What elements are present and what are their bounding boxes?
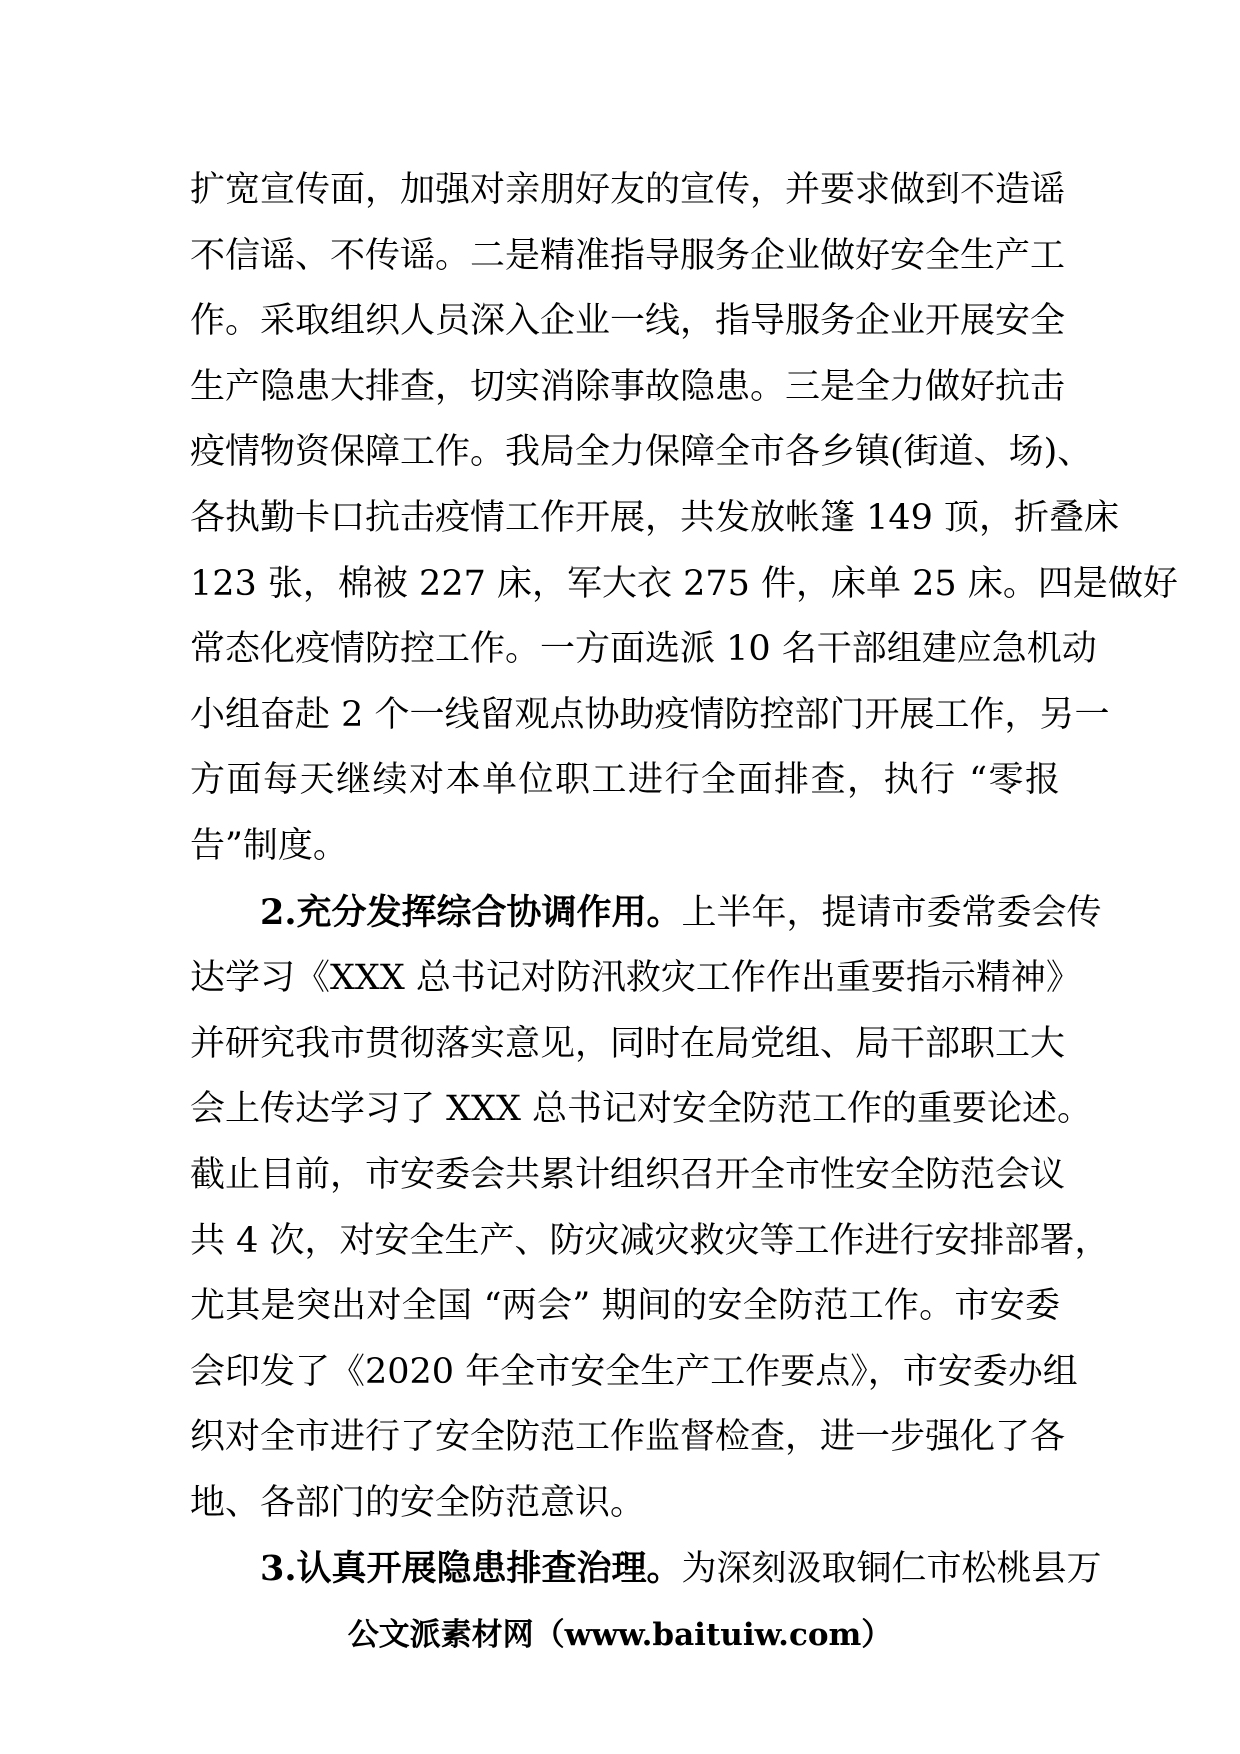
text-line: 小组奋赴 2 个一线留观点协助疫情防控部门开展工作，另一 <box>190 694 1110 735</box>
text-line: 作。采取组织人员深入企业一线，指导服务企业开展安全 <box>190 301 1066 342</box>
text-line: 并研究我市贯彻落实意见，同时在局党组、局干部职工大 <box>190 1023 1066 1064</box>
text-run: 为深刻汲取铜仁市松桃县万 <box>681 1549 1102 1590</box>
text-line: 织对全市进行了安全防范工作监督检查，进一步强化了各 <box>190 1417 1066 1458</box>
text-line: 不信谣、不传谣。二是精准指导服务企业做好安全生产工 <box>190 235 1066 276</box>
text-line: 常态化疫情防控工作。一方面选派 10 名干部组建应急机动 <box>190 629 1097 670</box>
text-line: 告”制度。 <box>190 825 348 866</box>
text-line: 各执勤卡口抗击疫情工作开展，共发放帐篷 149 顶，折叠床 <box>190 497 1120 538</box>
section-heading: 2.充分发挥综合协调作用。 <box>260 891 682 933</box>
text-line: 123 张，棉被 227 床，军大衣 275 件，床单 25 床。四是做好 <box>190 563 1178 604</box>
document-body <box>190 158 1178 1603</box>
text-line: 方面每天继续对本单位职工进行全面排查，执行 “零报 <box>190 760 1060 801</box>
text-line: 达学习《XXX 总书记对防汛救灾工作作出重要指示精神》 <box>190 958 1081 999</box>
paragraph-3 <box>190 1536 1102 1603</box>
paragraph-first-line <box>190 1536 1102 1603</box>
text-line: 截止目前，市安委会共累计组织召开全市性安全防范会议 <box>190 1154 1066 1195</box>
text-line: 疫情物资保障工作。我局全力保障全市各乡镇(街道、场)、 <box>190 432 1093 473</box>
text-run: 上半年，提请市委常委会传 <box>681 892 1102 933</box>
text-line: 扩宽宣传面，加强对亲朋好友的宣传，并要求做到不造谣 <box>190 170 1066 210</box>
text-line: 共 4 次，对安全生产、防灾减灾救灾等工作进行安排部署， <box>190 1220 1110 1261</box>
text-line: 生产隐患大排查，切实消除事故隐患。三是全力做好抗击 <box>190 366 1066 407</box>
text-line: 尤其是突出对全国 “两会” 期间的安全防范工作。市安委 <box>190 1286 1060 1327</box>
text-line: 会上传达学习了 XXX 总书记对安全防范工作的重要论述。 <box>190 1089 1093 1130</box>
paragraph-first-line <box>190 880 1102 947</box>
paragraph-1 <box>190 158 1178 880</box>
text-line: 地、各部门的安全防范意识。 <box>190 1482 646 1523</box>
page-footer: 公文派素材网（www.baituiw.com） <box>347 1617 893 1653</box>
paragraph-2 <box>190 880 1110 1537</box>
section-heading: 3.认真开展隐患排查治理。 <box>260 1548 682 1590</box>
text-line: 会印发了《2020 年全市安全生产工作要点》，市安委办组 <box>190 1351 1078 1392</box>
